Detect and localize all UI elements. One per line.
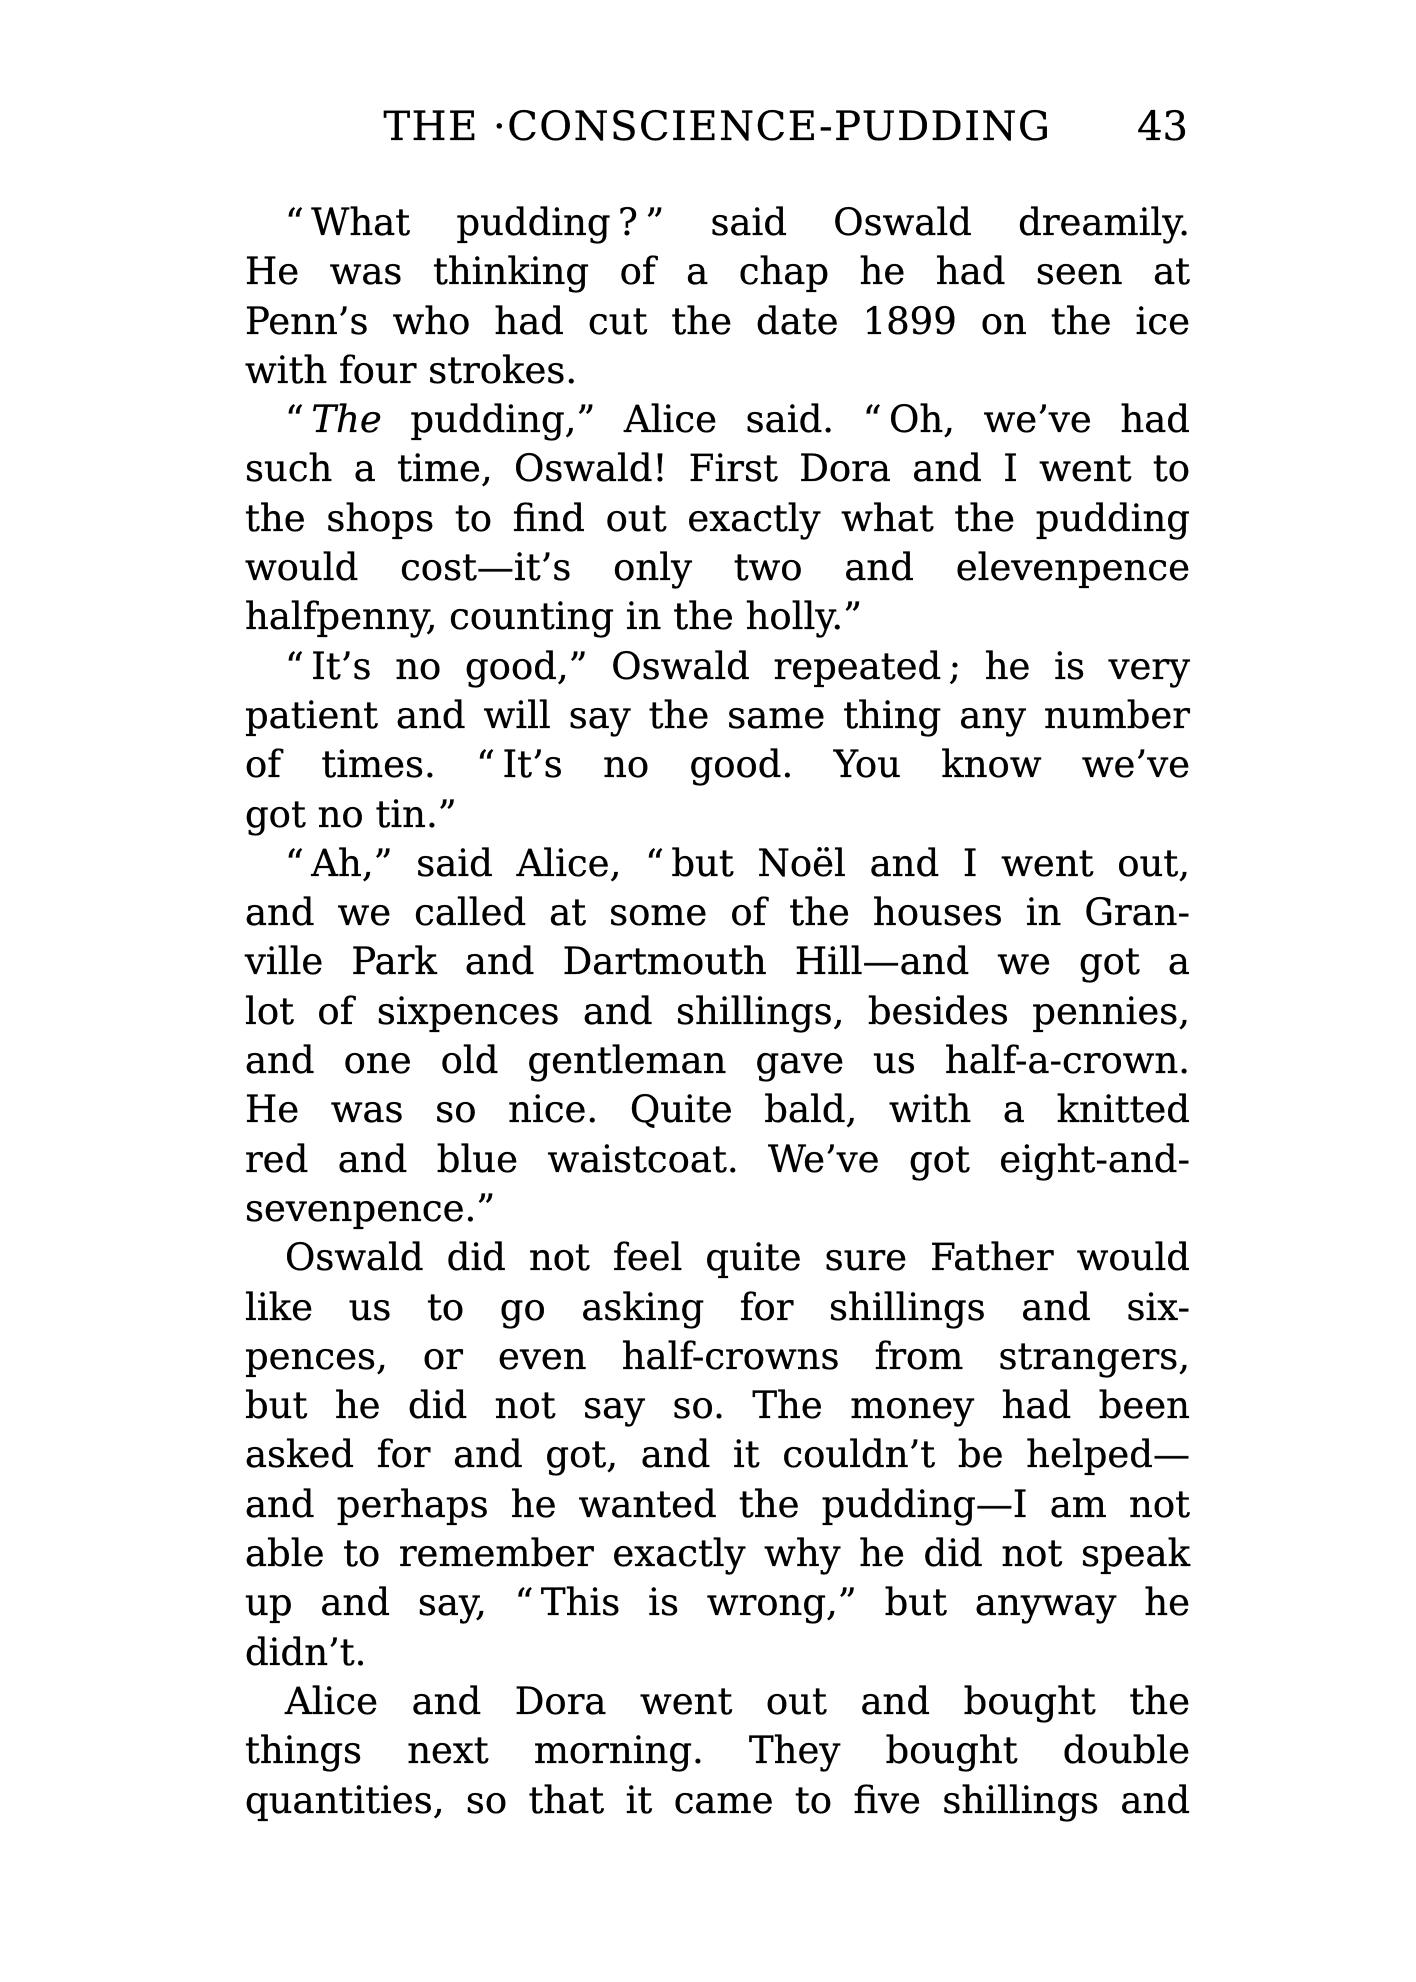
text-line: like us to go asking for shillings and six- bbox=[245, 1285, 1190, 1329]
text-line: got no tin.” bbox=[245, 792, 457, 836]
text-line: sevenpence.” bbox=[245, 1186, 496, 1230]
paragraph bbox=[245, 642, 1190, 839]
text-line: lot of sixpences and shillings, besides pennies, bbox=[245, 989, 1190, 1033]
text-line: red and blue waistcoat. We’ve got eight-and- bbox=[245, 1137, 1190, 1181]
text-line: would cost—it’s only two and elevenpence bbox=[245, 546, 1190, 590]
page-number: 43 bbox=[1137, 104, 1188, 150]
text-line: and one old gentleman gave us half-a-crown. bbox=[245, 1039, 1190, 1083]
text-line: the shops to find out exactly what the pudding bbox=[245, 496, 1190, 540]
text-line: “ It’s no good,” Oswald repeated ; he is very bbox=[285, 644, 1190, 688]
text-line: “ The pudding,” Alice said. “ Oh, we’ve had bbox=[285, 398, 1190, 442]
text-line: “ Ah,” said Alice, “ but Noël and I went out, bbox=[285, 841, 1190, 885]
text-line: with four strokes. bbox=[245, 348, 578, 392]
text-line: didn’t. bbox=[245, 1630, 367, 1674]
text-line: He was so nice. Quite bald, with a knitted bbox=[245, 1088, 1190, 1132]
text-line: able to remember exactly why he did not speak bbox=[245, 1532, 1190, 1576]
body-text bbox=[245, 198, 1190, 1825]
paragraph bbox=[245, 839, 1190, 1233]
text-line: ville Park and Dartmouth Hill—and we got a bbox=[245, 940, 1190, 984]
text-line: asked for and got, and it couldn’t be helped— bbox=[245, 1433, 1190, 1477]
text-line: up and say, “ This is wrong,” but anyway he bbox=[245, 1581, 1190, 1625]
text-line: patient and will say the same thing any number bbox=[245, 693, 1190, 737]
text-line: of times. “ It’s no good. You know we’ve bbox=[245, 743, 1190, 787]
text-line: and we called at some of the houses in Gran- bbox=[245, 891, 1190, 935]
running-head bbox=[245, 104, 1190, 150]
text-line: “ What pudding ? ” said Oswald dreamily. bbox=[285, 201, 1190, 244]
text-line: Alice and Dora went out and bought the bbox=[285, 1679, 1190, 1723]
paragraph bbox=[245, 395, 1190, 641]
text-line: halfpenny, counting in the holly.” bbox=[245, 595, 863, 639]
text-line: but he did not say so. The money had been bbox=[245, 1384, 1190, 1428]
text-line: things next morning. They bought double bbox=[245, 1729, 1190, 1773]
text-line: Oswald did not feel quite sure Father would bbox=[285, 1236, 1190, 1280]
text-line: Penn’s who had cut the date 1899 on the ice bbox=[245, 299, 1190, 343]
paragraph bbox=[245, 1233, 1190, 1677]
text-line: quantities, so that it came to five shillings and bbox=[245, 1778, 1190, 1822]
paragraph bbox=[245, 198, 1190, 395]
chapter-title: THE ·CONSCIENCE-PUDDING bbox=[383, 104, 1052, 150]
text-line: He was thinking of a chap he had seen at bbox=[245, 250, 1190, 294]
text-line: such a time, Oswald! First Dora and I went to bbox=[245, 447, 1190, 491]
text-line: pences, or even half-crowns from strangers, bbox=[245, 1334, 1190, 1378]
paragraph bbox=[245, 1677, 1190, 1825]
text-line: and perhaps he wanted the pudding—I am not bbox=[245, 1482, 1190, 1526]
